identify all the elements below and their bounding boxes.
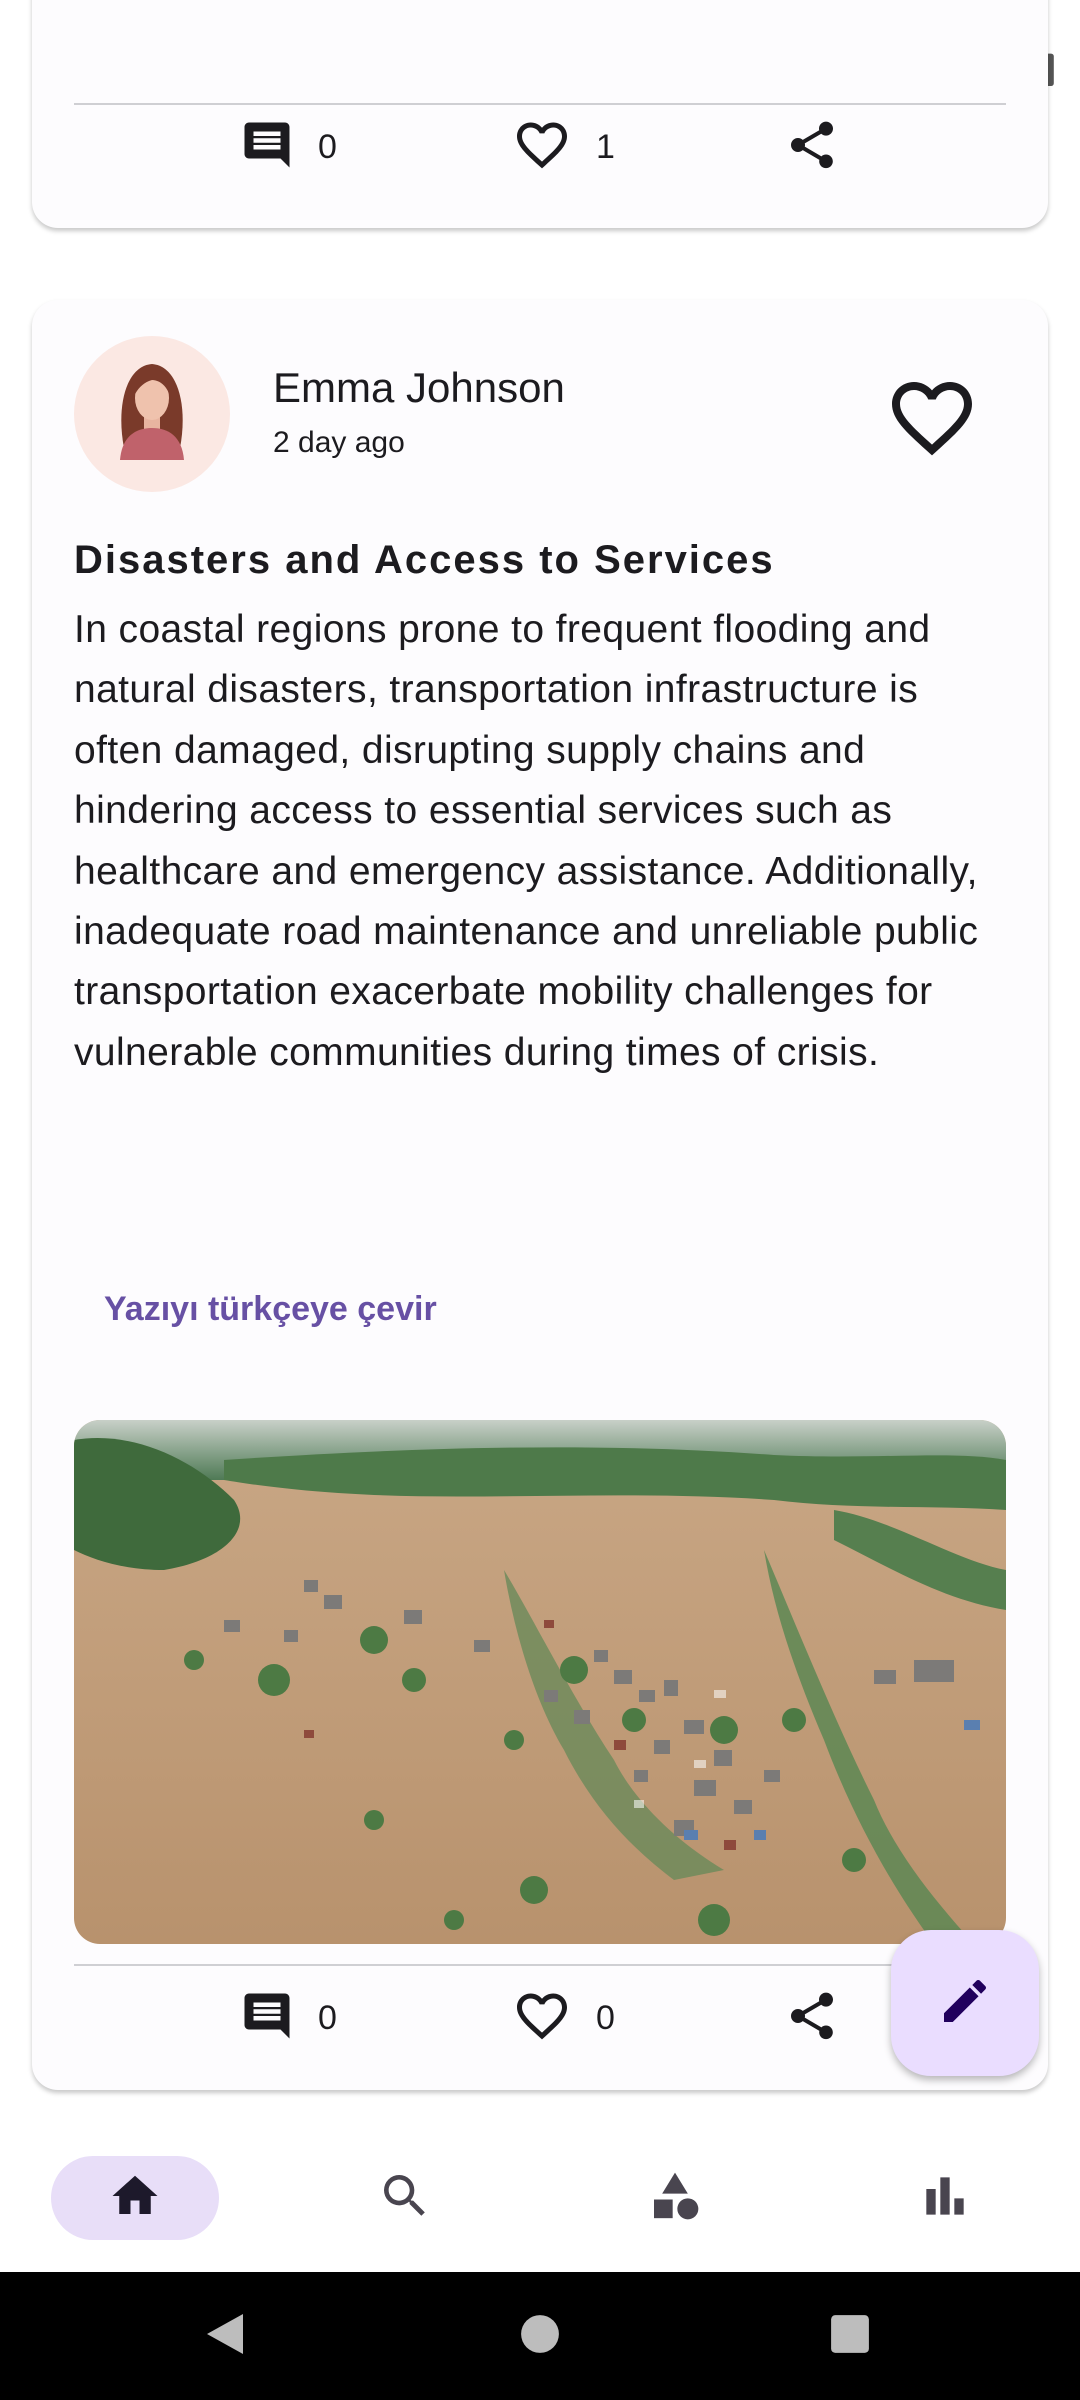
post-card xyxy=(32,300,1048,2090)
back-button[interactable] xyxy=(175,2272,275,2400)
bar-chart-icon xyxy=(917,2168,973,2229)
share-icon xyxy=(784,117,840,178)
avatar[interactable] xyxy=(74,336,230,492)
heart-outline-icon xyxy=(512,1986,572,2051)
post-body: In coastal regions prone to frequent flooding and natural disasters, transportation infrastructure is often damaged, disrupting supply chains and hindering access to essential services such as healthcare and emergency assistance. Additionally, inadequate road maintenance and unreliable public transportation exacerbate mobility challenges for vulnerable communities during times of crisis. xyxy=(74,608,979,1074)
post-actions xyxy=(32,112,1048,182)
card-divider xyxy=(74,103,1006,105)
like-button[interactable] xyxy=(512,112,615,182)
post-time: 2 day ago xyxy=(273,426,405,459)
shapes-icon xyxy=(647,2168,703,2229)
post-title: Disasters and Access to Services xyxy=(74,538,775,582)
nav-home[interactable] xyxy=(51,2156,219,2240)
comment-icon xyxy=(240,118,294,177)
favorite-button[interactable] xyxy=(884,370,980,471)
like-count: 1 xyxy=(596,127,615,166)
bottom-navigation xyxy=(0,2116,1080,2272)
home-system-button[interactable] xyxy=(490,2272,590,2400)
comment-count: 0 xyxy=(318,1998,337,2037)
recents-square-icon xyxy=(829,2313,871,2360)
post-card-previous xyxy=(32,0,1048,228)
back-triangle-icon xyxy=(203,2310,247,2363)
translate-button[interactable]: Yazıyı türkçeye çevir xyxy=(104,1290,437,1328)
heart-outline-icon xyxy=(512,115,572,180)
like-count: 0 xyxy=(596,1998,615,2037)
nav-search[interactable] xyxy=(321,2156,489,2240)
search-icon xyxy=(377,2168,433,2229)
post-image-flood[interactable] xyxy=(74,1420,1006,1944)
home-circle-icon xyxy=(519,2313,561,2360)
share-button[interactable] xyxy=(784,1983,840,2053)
comment-count: 0 xyxy=(318,127,337,166)
compose-fab[interactable] xyxy=(891,1930,1039,2076)
author-name[interactable]: Emma Johnson xyxy=(273,364,565,411)
card-divider xyxy=(74,1964,1006,1966)
comment-button[interactable] xyxy=(240,1983,337,2053)
nav-stats[interactable] xyxy=(861,2156,1029,2240)
avatar-illustration xyxy=(74,336,230,492)
heart-outline-icon xyxy=(884,453,980,470)
share-icon xyxy=(784,1988,840,2049)
share-button[interactable] xyxy=(784,112,840,182)
comment-icon xyxy=(240,1989,294,2048)
like-button[interactable] xyxy=(512,1983,615,2053)
recents-button[interactable] xyxy=(800,2272,900,2400)
pencil-icon xyxy=(937,1973,993,2034)
system-navigation-bar xyxy=(0,2272,1080,2400)
home-icon xyxy=(108,2169,162,2228)
nav-categories[interactable] xyxy=(591,2156,759,2240)
comment-button[interactable] xyxy=(240,112,337,182)
